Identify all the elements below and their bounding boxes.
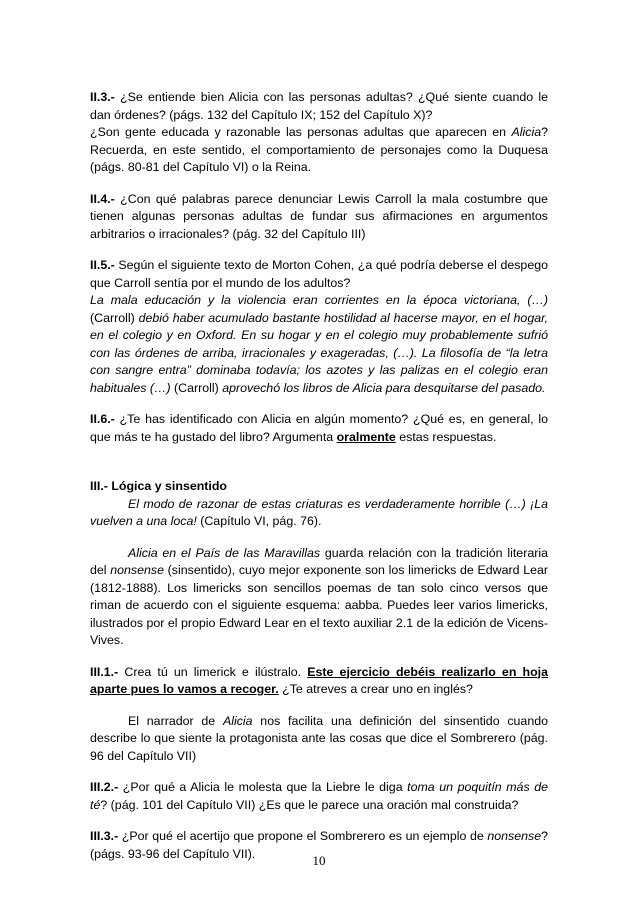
question-text: ? (págs. 93-96 del Capítulo VII). [90, 829, 548, 861]
nonsense-intro-paragraph: Alicia en el País de las Maravillas guarda relación con la tradición literaria del nonsense (sinsentido), cuyo mejor exponente son los limericks de Edward Lear (1812-1888). Los limericks son sencillos poemas de tan solo cinco versos que riman de acuerdo con el siguiente esquema: aabba. Puedes leer varios limericks, ilustrados por el propio Edward Lear en el texto auxiliar 2.1 de la edición de Vicens-Vives. [90, 545, 548, 647]
nonsense-term: nonsense [110, 563, 164, 577]
question-text: ¿Se entiende bien Alicia con las personas adultas? ¿Qué siente cuando le dan órdenes? (págs. 132 del Capítulo IX; 152 del Capítulo X)? [90, 90, 548, 122]
quote-text: debió haber acumulado bastante hostilidad al hacerse mayor, en el hogar, en el colegio y en Oxford. En su hogar y en el colegio muy probablemente sufrió con las órdenes de arriba, irracionales y exageradas, (…). La filosofía de “la letra con sangre entra” dominaba todavía; los azotes y las palizas en el colegio eran habituales (…) [90, 310, 548, 395]
question-text: ¿Te atreves a crear uno en inglés? [278, 682, 473, 696]
nonsense-term: nonsense [487, 829, 542, 843]
question-number: III.1.- [90, 664, 119, 679]
section-epigraph [90, 496, 548, 531]
question-number: II.6.- [90, 412, 115, 426]
question-number: II.5.- [90, 258, 115, 272]
quote-insert: (Carroll) [90, 310, 139, 325]
question-number: III.3.- [90, 829, 119, 843]
epigraph-quote: El modo de razonar de estas criaturas es verdaderamente horrible (…) ¡La vuelven a una loca! [90, 496, 548, 528]
question-II-3 [90, 89, 548, 177]
question-II-4 [90, 191, 548, 244]
question-text: ¿Por qué el acertijo que propone el Sombrerero es un ejemplo de [118, 829, 488, 843]
question-text: ? (pág. 101 del Capítulo VII) ¿Es que le parece una oración mal construida? [100, 797, 519, 812]
question-III-1 [90, 664, 548, 699]
question-number: III.2.- [90, 780, 119, 794]
quote-insert: (Carroll) [170, 380, 223, 395]
narrator-paragraph: El narrador de Alicia nos facilita una definición del sinsentido cuando describe lo que siente la protagonista ante las cosas que dice el Sombrerero (pág. 96 del Capítulo VII) [90, 713, 549, 763]
quoted-phrase: toma un poquitín más de té [90, 780, 548, 812]
quote-text: La mala educación y la violencia eran corrientes en la época victoriana, (…) [90, 293, 548, 307]
emphasis-text: oralmente [336, 429, 396, 444]
page-body [90, 89, 548, 863]
emphasis-text: Este ejercicio debéis realizarlo en hoja aparte pues lo vamos a recoger. [90, 664, 548, 696]
book-title: Alicia en el País de las Maravillas [128, 545, 321, 560]
book-title: Alicia [222, 713, 253, 728]
quote-text: aprovechó los libros de Alicia para desquitarse del pasado. [222, 380, 546, 395]
question-text: Crea tú un limerick e ilústralo. [118, 664, 308, 679]
section-heading: III.- Lógica y sinsentido [90, 479, 228, 493]
question-II-5 [90, 257, 548, 397]
question-text: ¿Por qué a Alicia le molesta que la Liebre le diga [118, 780, 408, 794]
question-text: ¿Te has identificado con Alicia en algún momento? ¿Qué es, en general, lo que más te ha gustado del libro? Argumenta [90, 412, 548, 444]
question-III-2 [90, 779, 548, 814]
question-text: estas respuestas. [395, 429, 497, 444]
question-text: ¿Son gente educada y razonable las personas adultas que aparecen en [90, 125, 512, 139]
question-number: II.3.- [90, 90, 115, 104]
question-number: II.4.- [90, 191, 115, 206]
book-title: Alicia [511, 125, 542, 139]
question-II-6 [90, 411, 548, 446]
epigraph-ref: (Capítulo VI, pág. 76). [196, 514, 322, 528]
question-text: Según el siguiente texto de Morton Cohen, ¿a qué podría deberse el despego que Carroll sentía por el mundo de los adultos? [90, 258, 548, 290]
question-text: ? Recuerda, en este sentido, el comportamiento de personajes como la Duquesa (págs. 80-81 del Capítulo VI) o la Reina. [90, 125, 548, 174]
question-text: ¿Con qué palabras parece denunciar Lewis Carroll la mala costumbre que tienen algunas personas adultas de fundar sus afirmaciones en argumentos arbitrarios o irracionales? (pág. 32 del Capítulo III) [90, 191, 548, 241]
page-number: 10 [312, 853, 326, 868]
